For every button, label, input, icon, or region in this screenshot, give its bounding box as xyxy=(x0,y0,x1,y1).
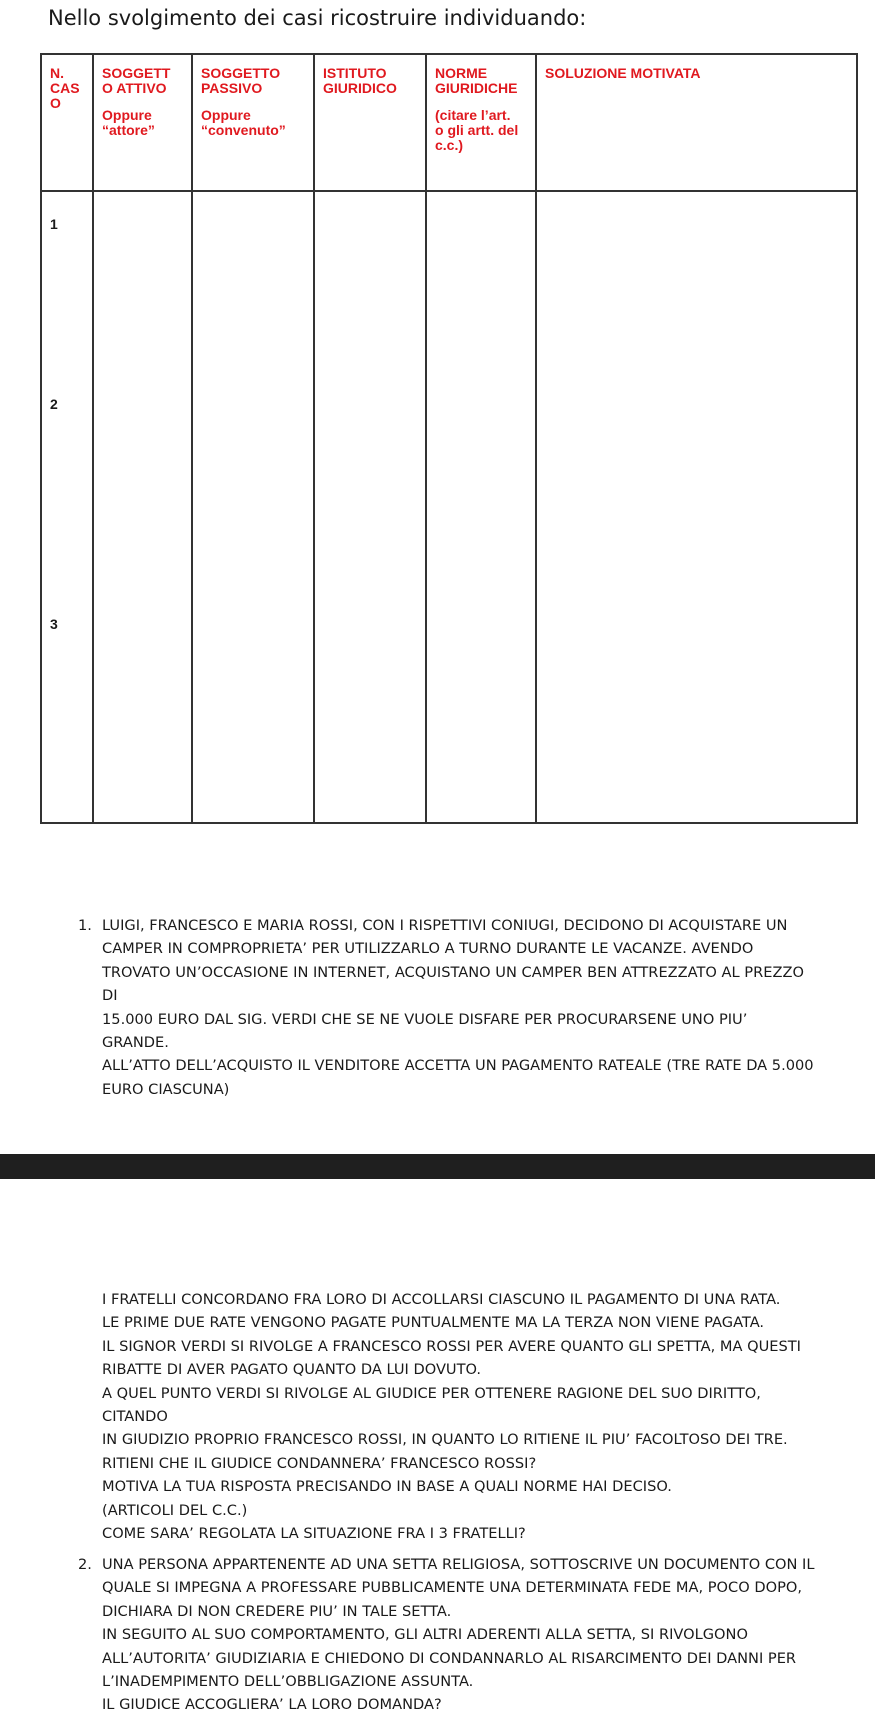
page-divider xyxy=(0,1154,875,1179)
table-row xyxy=(41,191,857,823)
soggetto-passivo-cell[interactable] xyxy=(192,191,314,823)
header-soggetto-passivo-label: SOGGETTO PASSIVO xyxy=(201,65,281,96)
case-1-text-part1: LUIGI, FRANCESCO E MARIA ROSSI, CON I RISPETTIVI CONIUGI, DECIDONO DI ACQUISTARE UN CAMPER IN COMPROPRIETA’ PER UTILIZZARLO A TURNO DURANTE LE VACANZE. AVENDO TROVATO UN’OCCASIONE IN INTERNET, ACQUISTANO UN CAMPER BEN ATTREZZATO AL PREZZO DI 15.000 EURO DAL SIG. VERDI CHE SE NE VUOLE DISFARE PER PROCURARSENE UNO PIU’ GRANDE. ALL’ATTO DELL’ACQUISTO IL VENDITORE ACCETTA UN PAGAMENTO RATEALE (TRE RATE DA 5.000 EURO CIASCUNA) xyxy=(102,917,814,1098)
norme-cell[interactable] xyxy=(426,191,536,823)
header-soluzione-label: SOLUZIONE MOTIVATA xyxy=(545,65,701,81)
istituto-cell[interactable] xyxy=(314,191,426,823)
header-soggetto-passivo xyxy=(192,54,314,191)
row-number-2: 2 xyxy=(50,396,58,412)
header-n-caso-label: N. CAS O xyxy=(50,65,80,111)
header-istituto-label: ISTITUTO GIURIDICO xyxy=(323,65,397,96)
case-1-part2 xyxy=(102,1288,822,1545)
header-norme xyxy=(426,54,536,191)
row-number-cell xyxy=(41,191,93,823)
case-2-text: UNA PERSONA APPARTENENTE AD UNA SETTA RELIGIOSA, SOTTOSCRIVE UN DOCUMENTO CON IL QUALE SI IMPEGNA A PROFESSARE PUBBLICAMENTE UNA DETERMINATA FEDE MA, POCO DOPO, DICHIARA DI NON CREDERE PIU’ IN TALE SETTA. IN SEGUITO AL SUO COMPORTAMENTO, GLI ALTRI ADERENTI ALLA SETTA, SI RIVOLGONO ALL’AUTORITA’ GIUDIZIARIA E CHIEDONO DI CONDANNARLO AL RISARCIMENTO DEI DANNI PER L’INADEMPIMENTO DELL’OBBLIGAZIONE ASSUNTA. IL GIUDICE ACCOGLIERA’ LA LORO DOMANDA? xyxy=(102,1556,815,1714)
cases-table xyxy=(40,53,858,824)
header-soggetto-attivo xyxy=(93,54,192,191)
case-2-number: 2. xyxy=(78,1556,92,1573)
header-norme-alt: (citare l’art. o gli artt. del c.c.) xyxy=(435,107,519,153)
header-n-caso xyxy=(41,54,93,191)
case-1-text-part2: I FRATELLI CONCORDANO FRA LORO DI ACCOLLARSI CIASCUNO IL PAGAMENTO DI UNA RATA. LE PRIME DUE RATE VENGONO PAGATE PUNTUALMENTE MA LA TERZA NON VIENE PAGATA. IL SIGNOR VERDI SI RIVOLGE A FRANCESCO ROSSI PER AVERE QUANTO GLI SPETTA, MA QUESTI RIBATTE DI AVER PAGATO QUANTO DA LUI DOVUTO. A QUEL PUNTO VERDI SI RIVOLGE AL GIUDICE PER OTTENERE RAGIONE DEL SUO DIRITTO, CITANDO IN GIUDIZIO PROPRIO FRANCESCO ROSSI, IN QUANTO LO RITIENE IL PIU’ FACOLTOSO DEI TRE. RITIENI CHE IL GIUDICE CONDANNERA’ FRANCESCO ROSSI? MOTIVA LA TUA RISPOSTA PRECISANDO IN BASE A QUALI NORME HAI DECISO. (ARTICOLI DEL C.C.) COME SARA’ REGOLATA LA SITUAZIONE FRA I 3 FRATELLI? xyxy=(102,1291,801,1543)
case-2 xyxy=(78,1553,818,1717)
case-1-part1 xyxy=(78,914,818,1101)
table-header-row xyxy=(41,54,857,191)
row-number-3: 3 xyxy=(50,616,58,632)
row-number-1: 1 xyxy=(50,216,58,232)
soluzione-cell[interactable] xyxy=(536,191,857,823)
header-soggetto-passivo-alt: Oppure “convenuto” xyxy=(201,107,286,138)
page-heading: Nello svolgimento dei casi ricostruire individuando: xyxy=(48,6,587,30)
soggetto-attivo-cell[interactable] xyxy=(93,191,192,823)
header-soluzione xyxy=(536,54,857,191)
case-1-number: 1. xyxy=(78,917,92,934)
header-soggetto-attivo-alt: Oppure “attore” xyxy=(102,107,155,138)
header-istituto xyxy=(314,54,426,191)
header-soggetto-attivo-label: SOGGETT O ATTIVO xyxy=(102,65,171,96)
header-norme-label: NORME GIURIDICHE xyxy=(435,65,518,96)
